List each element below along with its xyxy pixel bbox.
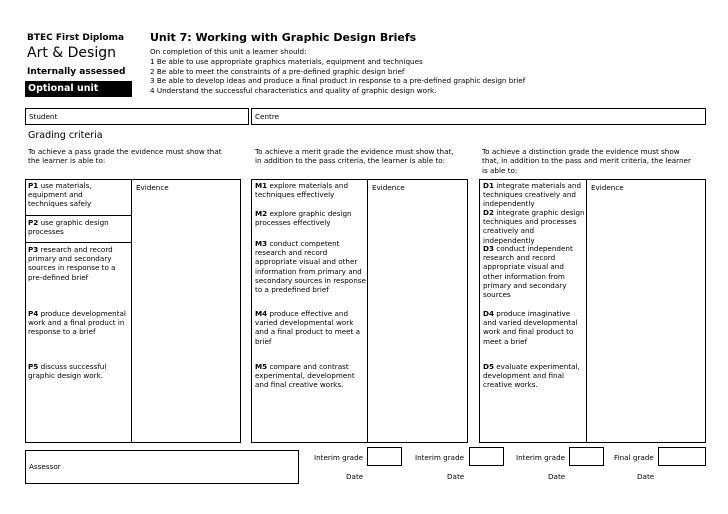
assessor-field[interactable] [25, 450, 299, 484]
criterion-p5: P5 discuss successful graphic design work. [28, 362, 107, 381]
date-label: Date [447, 472, 465, 481]
date-label: Date [346, 472, 364, 481]
interim-grade-box-2[interactable] [469, 447, 504, 466]
assessment-type: Internally assessed [27, 67, 126, 77]
evidence-label: Evidence [136, 183, 169, 192]
interim-grade-box-1[interactable] [367, 447, 402, 466]
assessor-label: Assessor [29, 462, 61, 471]
divider [25, 242, 132, 243]
criterion-m3: M3 conduct competent research and record appropriate visual and other information from primary and secondary sources in response to a predefined brief [255, 239, 366, 295]
divider [25, 215, 132, 216]
unit-type-badge: Optional unit [25, 81, 132, 97]
criterion-m5: M5 compare and contrast experimental, development and final creative works. [255, 362, 355, 390]
learning-outcome: 2 Be able to meet the constraints of a pre-defined graphic design brief [150, 66, 405, 76]
criterion-m1: M1 explore materials and techniques effectively [255, 181, 349, 200]
criterion-d4: D4 produce imaginative and varied developmental work and final product to meet a brief [483, 309, 578, 346]
centre-label: Centre [255, 112, 280, 121]
evidence-label: Evidence [372, 183, 405, 192]
final-grade-box[interactable] [658, 447, 706, 466]
pass-heading: To achieve a pass grade the evidence must show that the learner is able to: [28, 147, 222, 166]
unit-title: Unit 7: Working with Graphic Design Briefs [150, 31, 417, 44]
programme-label: BTEC First Diploma [27, 33, 125, 43]
interim-grade-label: Interim grade [314, 453, 364, 462]
criterion-p1: P1 use materials, equipment and techniques safely [28, 181, 92, 209]
criterion-m2: M2 explore graphic design processes effectively [255, 209, 352, 228]
interim-grade-label: Interim grade [516, 453, 566, 462]
distinction-evidence-box[interactable] [586, 179, 706, 443]
subject-title: Art & Design [27, 45, 116, 61]
distinction-heading: To achieve a distinction grade the evidence must show that, in addition to the pass and merit criteria, the learner is able to: [482, 147, 691, 175]
date-label: Date [637, 472, 655, 481]
merit-evidence-box[interactable] [367, 179, 468, 443]
unit-intro: On completion of this unit a learner should: [150, 47, 307, 56]
centre-field[interactable] [251, 108, 706, 125]
criterion-p3: P3 research and record primary and secondary sources in response to a pre-defined brief [28, 245, 116, 282]
student-label: Student [29, 112, 58, 121]
criterion-p2: P2 use graphic design processes [28, 218, 109, 237]
learning-outcome: 3 Be able to develop ideas and produce a final product in response to a pre-defined graphic design brief [150, 76, 526, 85]
learning-outcome: 4 Understand the successful characteristics and quality of graphic design work. [150, 85, 437, 95]
interim-grade-label: Interim grade [415, 453, 465, 462]
criterion-p4: P4 produce developmental work and a final product in response to a brief [28, 309, 126, 337]
criterion-d1: D1 integrate materials and techniques creatively and independently [483, 181, 582, 209]
grading-criteria-title: Grading criteria [28, 130, 103, 141]
merit-heading: To achieve a merit grade the evidence must show that, in addition to the pass criteria, the learner is able to: [255, 147, 454, 166]
criterion-d3: D3 conduct independent research and record appropriate visual and other information from primary and secondary sources [483, 244, 573, 300]
criterion-d2: D2 integrate graphic design techniques and processes creatively and independently [483, 208, 585, 245]
date-label: Date [548, 472, 566, 481]
pass-evidence-box[interactable] [131, 179, 241, 443]
criterion-m4: M4 produce effective and varied developmental work and a final product to meet a brief [255, 309, 361, 346]
student-field[interactable] [25, 108, 249, 125]
criterion-d5: D5 evaluate experimental, development and final creative works. [483, 362, 580, 390]
learning-outcome: 1 Be able to use appropriate graphics materials, equipment and techniques [150, 57, 423, 66]
final-grade-label: Final grade [614, 453, 654, 462]
evidence-label: Evidence [591, 183, 624, 192]
interim-grade-box-3[interactable] [569, 447, 604, 466]
